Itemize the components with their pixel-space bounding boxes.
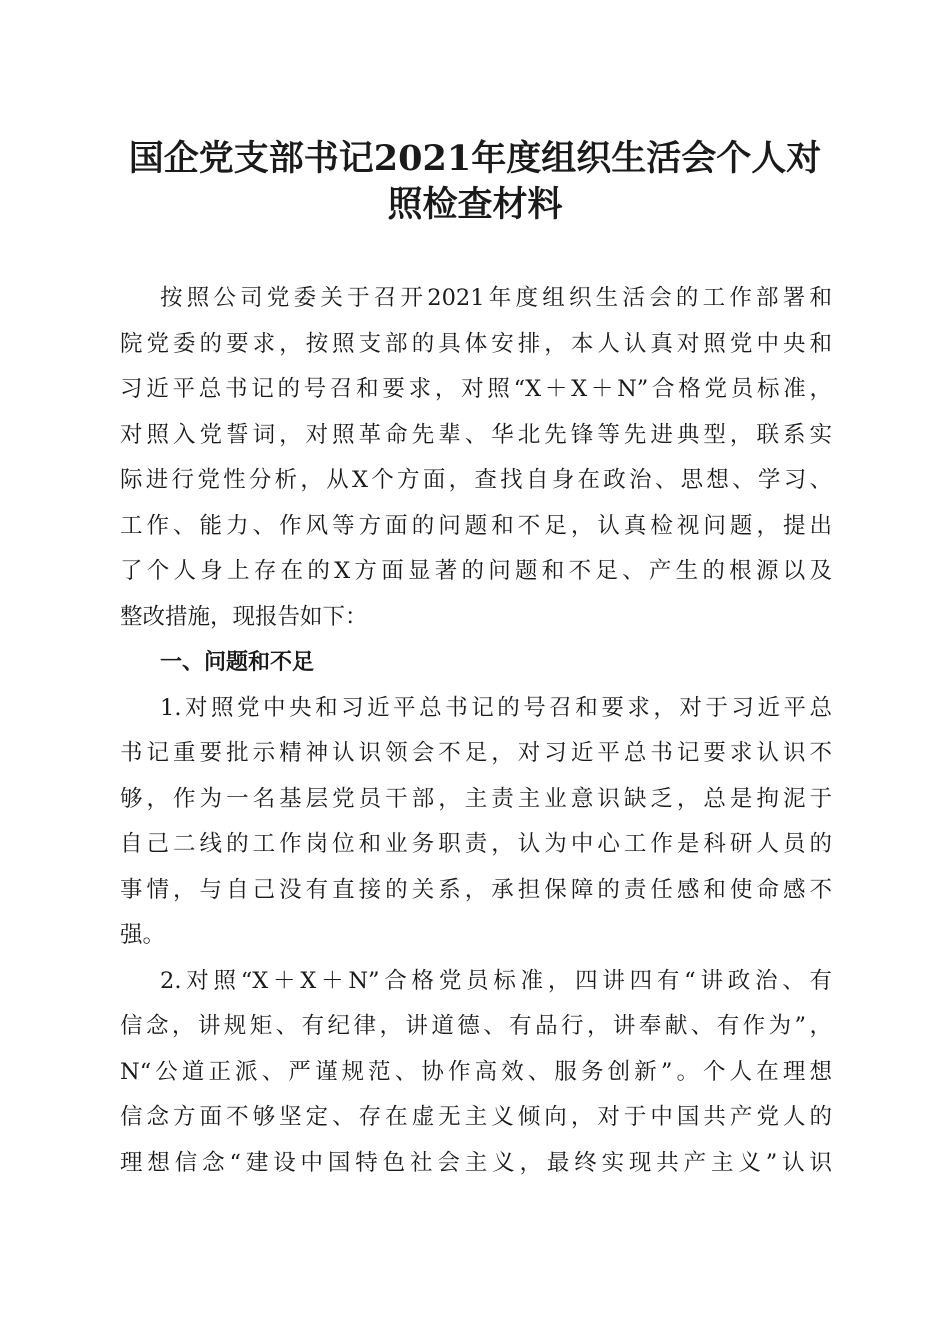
title-line-1: 国企党支部书记2021年度组织生活会个人对 [128, 138, 822, 179]
paragraph-line: 书记重要批示精神认识领会不足，对习近平总书记要求认识不 [120, 740, 832, 766]
paragraph-line: 对照入党誓词，对照革命先辈、华北先锋等先进典型，联系实 [120, 421, 832, 448]
paragraph-line: 信念，讲规矩、有纪律，讲道德、有品行，讲奉献、有作为”， [120, 1013, 832, 1039]
paragraph-item-2 [120, 959, 832, 1187]
paragraph-item-1 [120, 686, 832, 959]
paragraph-line: 1.对照党中央和习近平总书记的号召和要求，对于习近平总 [160, 694, 832, 721]
paragraph-line: 强。 [120, 922, 166, 948]
document-body [120, 276, 832, 1186]
document-title [110, 136, 840, 228]
paragraph-intro [120, 276, 832, 640]
paragraph-line: N“公道正派、严谨规范、协作高效、服务创新”。个人在理想 [120, 1058, 832, 1085]
paragraph-line: 工作、能力、作风等方面的问题和不足，认真检视问题，提出 [120, 512, 832, 539]
paragraph-line: 际进行党性分析，从X个方面，查找自身在政治、思想、学习、 [120, 467, 832, 493]
title-line-2: 照检查材料 [387, 184, 563, 225]
paragraph-line: 整改措施，现报告如下： [120, 603, 368, 630]
paragraph-line: 院党委的要求，按照支部的具体安排，本人认真对照党中央和 [120, 330, 832, 357]
paragraph-line: 了个人身上存在的X方面显著的问题和不足、产生的根源以及 [120, 558, 832, 584]
paragraph-line: 事情，与自己没有直接的关系，承担保障的责任感和使命感不 [120, 876, 832, 903]
paragraph-line: 够，作为一名基层党员干部，主责主业意识缺乏，总是拘泥于 [120, 785, 832, 812]
paragraph-line: 习近平总书记的号召和要求，对照“X＋X＋N”合格党员标准， [120, 376, 832, 402]
section-heading [120, 640, 832, 686]
paragraph-line: 理想信念“建设中国特色社会主义，最终实现共产主义”认识 [120, 1149, 832, 1176]
paragraph-line: 按照公司党委关于召开2021年度组织生活会的工作部署和 [160, 285, 832, 311]
paragraph-line: 信念方面不够坚定、存在虚无主义倾向，对于中国共产党人的 [120, 1104, 832, 1130]
section-heading-text: 一、问题和不足 [160, 650, 315, 675]
paragraph-line: 自己二线的工作岗位和业务职责，认为中心工作是科研人员的 [120, 831, 832, 857]
paragraph-line: 2.对照“X＋X＋N”合格党员标准，四讲四有“讲政治、有 [160, 967, 832, 994]
